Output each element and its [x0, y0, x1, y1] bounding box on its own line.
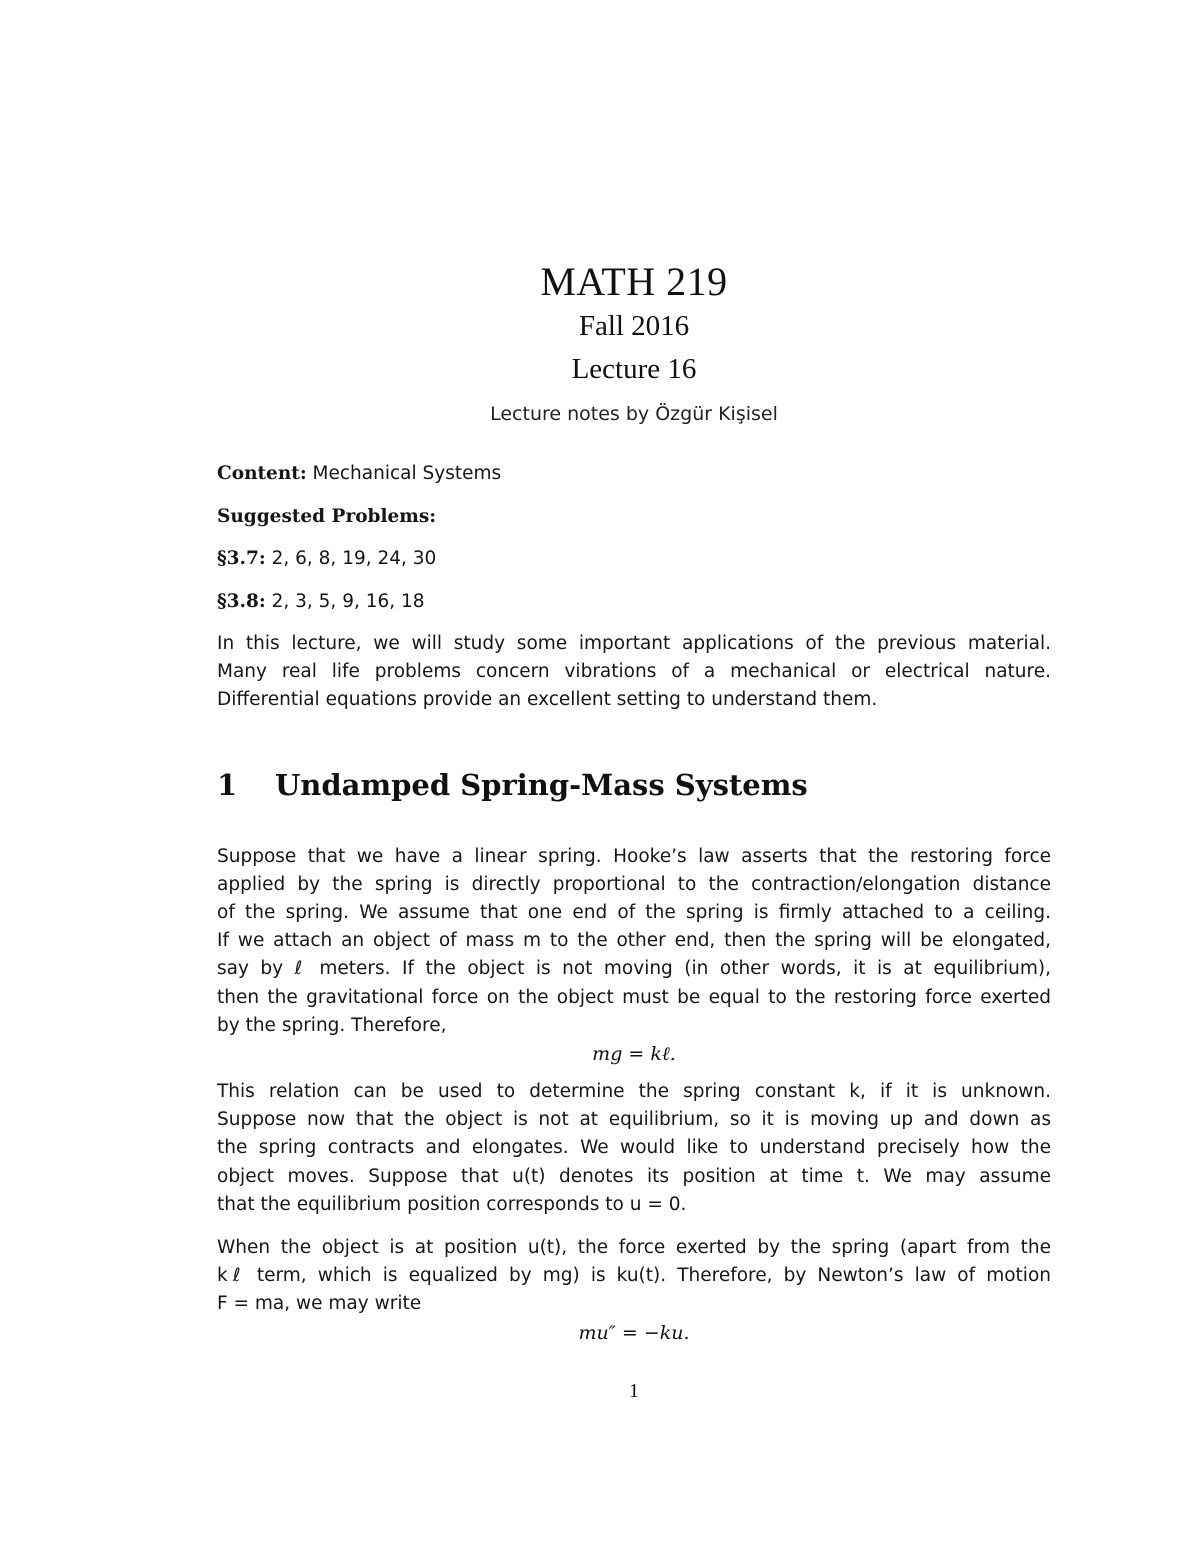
- paragraph-line: that the equilibrium position corresponds to u = 0.: [217, 1194, 687, 1215]
- paragraph-line: by the spring. Therefore,: [217, 1015, 447, 1036]
- suggested-label: Suggested Problems:: [217, 506, 437, 527]
- paragraph-line: the spring contracts and elongates. We would like to understand precisely how the: [217, 1137, 1051, 1158]
- section-heading: [217, 768, 808, 802]
- paragraph-line: of the spring. We assume that one end of the spring is firmly attached to a ceiling.: [217, 902, 1051, 923]
- paragraph-line: Suppose now that the object is not at equilibrium, so it is moving up and down as: [217, 1109, 1051, 1130]
- equation: mu″ = −ku.: [578, 1322, 690, 1344]
- author-line: Lecture notes by Özgür Kişisel: [490, 403, 778, 425]
- intro-line: Differential equations provide an excellent setting to understand them.: [217, 689, 878, 710]
- paragraph-line: say by ℓ meters. If the object is not moving (in other words, it is at equilibrium),: [217, 958, 1051, 979]
- section-title: Undamped Spring-Mass Systems: [275, 768, 808, 802]
- problem-set-values: 2, 6, 8, 19, 24, 30: [271, 548, 437, 569]
- problem-set-3-7: [217, 545, 436, 573]
- page-number: 1: [629, 1380, 639, 1402]
- intro-line: Many real life problems concern vibrations of a mechanical or electrical nature.: [217, 661, 1051, 682]
- problem-set-3-8: [217, 588, 425, 616]
- paragraph-line: object moves. Suppose that u(t) denotes its position at time t. We may assume: [217, 1166, 1051, 1187]
- section-number: 1: [217, 768, 238, 802]
- paragraph-line: F = ma, we may write: [217, 1293, 422, 1314]
- course-title: MATH 219: [540, 259, 728, 304]
- term-label: Fall 2016: [578, 310, 690, 342]
- paragraph-line: then the gravitational force on the object must be equal to the restoring force exerted: [217, 987, 1051, 1008]
- content-value: Mechanical Systems: [312, 463, 502, 484]
- lecture-label: Lecture 16: [571, 353, 697, 385]
- paragraph-line: kℓ term, which is equalized by mg) is ku(t). Therefore, by Newton’s law of motion: [217, 1265, 1051, 1286]
- paragraph-line: If we attach an object of mass m to the other end, then the spring will be elongated,: [217, 930, 1051, 951]
- content-label: Content:: [217, 463, 307, 484]
- paragraph-line: applied by the spring is directly proportional to the contraction/elongation distance: [217, 874, 1051, 895]
- problem-set-label: §3.7:: [217, 548, 266, 569]
- paragraph-line: Suppose that we have a linear spring. Hooke’s law asserts that the restoring force: [217, 846, 1051, 867]
- problem-set-label: §3.8:: [217, 591, 266, 612]
- content-line: [217, 460, 501, 488]
- suggested-problems-heading: [217, 503, 436, 531]
- paragraph-line: When the object is at position u(t), the force exerted by the spring (apart from the: [217, 1237, 1051, 1258]
- intro-line: In this lecture, we will study some important applications of the previous material.: [217, 633, 1051, 654]
- paragraph-line: This relation can be used to determine the spring constant k, if it is unknown.: [217, 1081, 1051, 1102]
- equation: mg = kℓ.: [592, 1043, 676, 1065]
- problem-set-values: 2, 3, 5, 9, 16, 18: [271, 591, 425, 612]
